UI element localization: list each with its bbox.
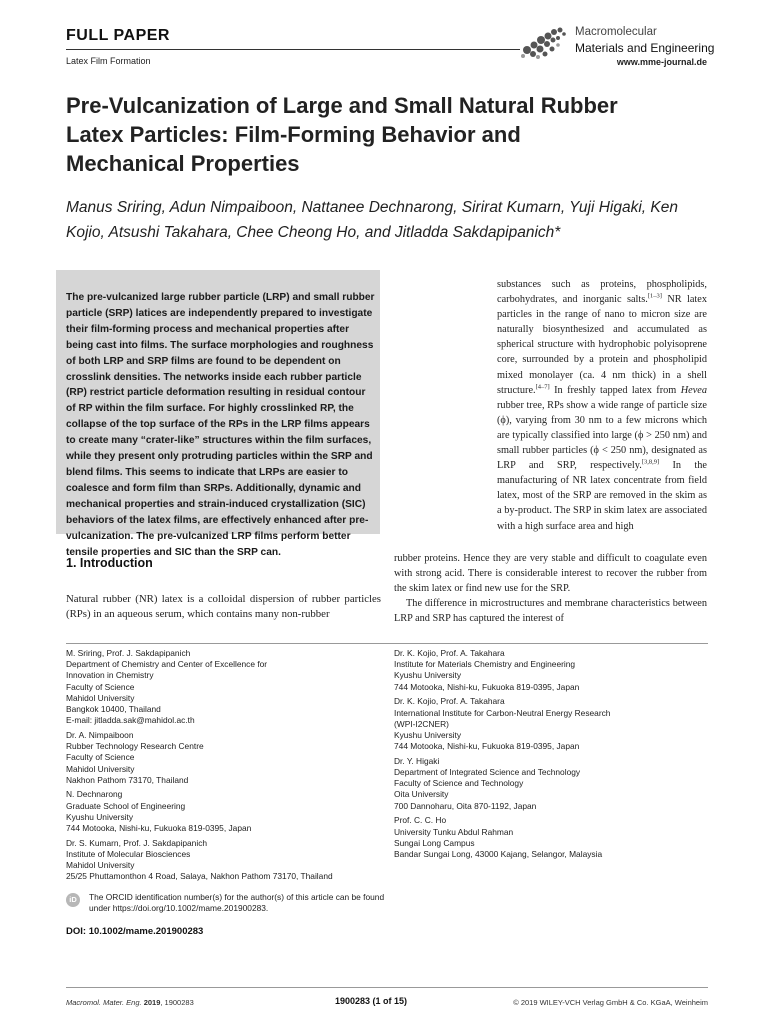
affiliation-block	[66, 838, 386, 883]
intro-paragraph-right: substances such as proteins, phospholipids, carbohydrates, and inorganic salts.[1–3] NR latex particles in the range of nano to micron size are naturally biosynthesized and accumulated as spherical structure with hydrophobic polyisoprene core, surrounded by a protein and phospholipid mixed monolayer (ca. 4 nm thick) in a shell structure.[4–7] In freshly tapped latex from Hevea rubber tree, RPs show a wide range of particle size (ϕ), varying from 30 nm to a few microns which are typically classified into large (ϕ > 250 nm) and small rubber particles (ϕ < 250 nm), designated as LRP and SRP, respectively.[3,8,9] In the manufacturing of NR latex concentrate from field latex, most of the SRP are removed in the skim as a by-product. The SRP in skim latex are associated with a high surface area and high	[497, 279, 707, 532]
affiliation-line: 744 Motooka, Nishi-ku, Fukuoka 819-0395, Japan	[66, 823, 252, 834]
intro-paragraph-continuation: rubber proteins. Hence they are very stable and difficult to coagulate even with strong acid. There is considerable interest to recover the rubber from the skim latex or find new use for the SRP.	[394, 553, 707, 595]
affiliation-line: Mahidol University	[66, 763, 135, 774]
affiliation-line: Sungai Long Campus	[394, 837, 475, 848]
footer-citation: Macromol. Mater. Eng. 2019, 1900283	[66, 998, 194, 1007]
affiliation-line: Faculty of Science and Technology	[394, 778, 524, 789]
author-list: Manus Sriring, Adun Nimpaiboon, Nattanee Dechnarong, Sirirat Kumarn, Yuji Higaki, Ken Kojio, Atsushi Takahara, Chee Cheong Ho, and Jitladda Sakdapipanich*	[66, 199, 678, 241]
doi-label[interactable]: DOI: 10.1002/mame.201900283	[66, 926, 204, 937]
affiliation-block	[394, 815, 714, 860]
affiliation-line: Department of Integrated Science and Technology	[394, 767, 581, 778]
reference-link[interactable]: [4–7]	[535, 383, 550, 391]
affiliation-line: Innovation in Chemistry	[66, 670, 154, 681]
affiliation-block	[394, 696, 714, 752]
affiliation-line: Dr. Y. Higaki	[394, 755, 440, 766]
footer-divider	[66, 987, 708, 988]
affiliation-line: Kyushu University	[66, 811, 134, 822]
affiliation-line: 700 Dannoharu, Oita 870-1192, Japan	[394, 800, 537, 811]
article-type-label: FULL PAPER	[66, 27, 170, 44]
affiliation-block	[394, 648, 714, 693]
affiliation-line: Department of Chemistry and Center of Excellence for	[66, 659, 268, 670]
affiliation-line: Prof. C. C. Ho	[394, 815, 447, 826]
affiliation-line: (WPI-I2CNER)	[394, 718, 449, 729]
affiliation-line: Graduate School of Engineering	[66, 800, 186, 811]
section-heading-introduction: 1. Introduction	[66, 556, 153, 570]
affiliation-line: University Tunku Abdul Rahman	[394, 826, 514, 837]
affiliation-line: Nakhon Pathom 73170, Thailand	[66, 774, 189, 785]
affiliation-line: Mahidol University	[66, 860, 135, 871]
intro-paragraph-wide	[394, 551, 707, 626]
intro-paragraph-next: The difference in microstructures and membrane characteristics between LRP and SRP has captured the interest of	[394, 598, 707, 625]
affiliation-line: Faculty of Science	[66, 681, 135, 692]
affiliation-block	[66, 730, 386, 786]
affiliation-block	[66, 789, 386, 834]
affiliation-line[interactable]: E-mail: jitladda.sak@mahidol.ac.th	[66, 715, 195, 726]
affiliation-line: N. Dechnarong	[66, 789, 123, 800]
affiliation-line: Mahidol University	[66, 692, 135, 703]
affiliation-line: Rubber Technology Research Centre	[66, 741, 204, 752]
affiliation-line: Institute for Materials Chemistry and Engineering	[394, 659, 576, 670]
affiliation-line: International Institute for Carbon-Neutral Energy Research	[394, 707, 611, 718]
orcid-note: The ORCID identification number(s) for the author(s) of this article can be found under https://doi.org/10.1002/mame.201900283.	[89, 892, 385, 914]
affiliation-line: 744 Motooka, Nishi-ku, Fukuoka 819-0395, Japan	[394, 681, 580, 692]
affiliation-block	[66, 648, 386, 726]
affiliations-left	[66, 648, 386, 886]
page-number: 1900283 (1 of 15)	[335, 996, 408, 1006]
affiliation-line: Dr. K. Kojio, Prof. A. Takahara	[394, 696, 505, 707]
affiliation-line: Kyushu University	[394, 729, 462, 740]
affiliation-line: Institute of Molecular Biosciences	[66, 848, 191, 859]
abstract-text: The pre-vulcanized large rubber particle (LRP) and small rubber particle (SRP) latices are independently prepared to investigate their film-forming process and mechanical properties after being cast into films. The surface morphologies and roughness of both LRP and SRP films are found to be dependent on crosslink densities. The networks inside each rubber particle (RP) restrict particle deformation resulting in residual contour of RP within the film surface. For highly crosslinked RP, the collapse of the top surface of the RPs in the LRP films appears to create many “crater-like” structures within the film surfaces, while they present only protruding particles within the SRP and blend films. This seems to indicate that LRPs are easier to coalesce and form film than SRPs. Additionally, dynamic and mechanical properties and strain-induced crystallization (SIC) behaviors of the latex films, are effectively enhanced after pre-vulcanization. The pre-vulcanized LRP films perform better tensile properties and SIC than the SRP can.	[66, 292, 375, 558]
affiliation-line: 25/25 Phuttamonthon 4 Road, Salaya, Nakhon Pathom 73170, Thailand	[66, 871, 333, 882]
affiliation-line: Dr. A. Nimpaiboon	[66, 729, 134, 740]
affiliation-line: Oita University	[394, 789, 449, 800]
affiliation-divider	[66, 643, 708, 644]
molecule-cluster-icon	[519, 26, 569, 60]
affiliation-line: Dr. K. Kojio, Prof. A. Takahara	[394, 648, 505, 658]
affiliation-line: Dr. S. Kumarn, Prof. J. Sakdapipanich	[66, 837, 208, 848]
affiliation-line: 744 Motooka, Nishi-ku, Fukuoka 819-0395, Japan	[394, 741, 580, 752]
paper-title: Pre-Vulcanization of Large and Small Natural Rubber Latex Particles: Film-Forming Behavior and Mechanical Properties	[66, 93, 618, 176]
copyright-notice: © 2019 WILEY-VCH Verlag GmbH & Co. KGaA, Weinheim	[513, 998, 708, 1007]
journal-name-line2: Materials and Engineering	[575, 41, 715, 55]
affiliation-line: M. Sriring, Prof. J. Sakdapipanich	[66, 648, 191, 658]
reference-link[interactable]: [1–3]	[647, 292, 662, 300]
journal-url[interactable]: www.mme-journal.de	[616, 57, 707, 67]
header-divider	[66, 49, 520, 50]
affiliation-line: Kyushu University	[394, 670, 462, 681]
section-label: Latex Film Formation	[66, 56, 151, 66]
affiliation-block	[394, 756, 714, 812]
journal-name-line1: Macromolecular	[575, 26, 657, 38]
affiliation-line: Bangkok 10400, Thailand	[66, 704, 161, 715]
intro-paragraph-left: Natural rubber (NR) latex is a colloidal dispersion of rubber particles (RPs) in an aqueous serum, which contains many non-rubber	[66, 593, 381, 620]
affiliation-line: Faculty of Science	[66, 752, 135, 763]
affiliation-line: Bandar Sungai Long, 43000 Kajang, Selangor, Malaysia	[394, 848, 603, 859]
reference-link[interactable]: [3,8,9]	[641, 458, 660, 466]
affiliations-right	[394, 648, 714, 864]
orcid-icon[interactable]: iD	[66, 893, 80, 907]
